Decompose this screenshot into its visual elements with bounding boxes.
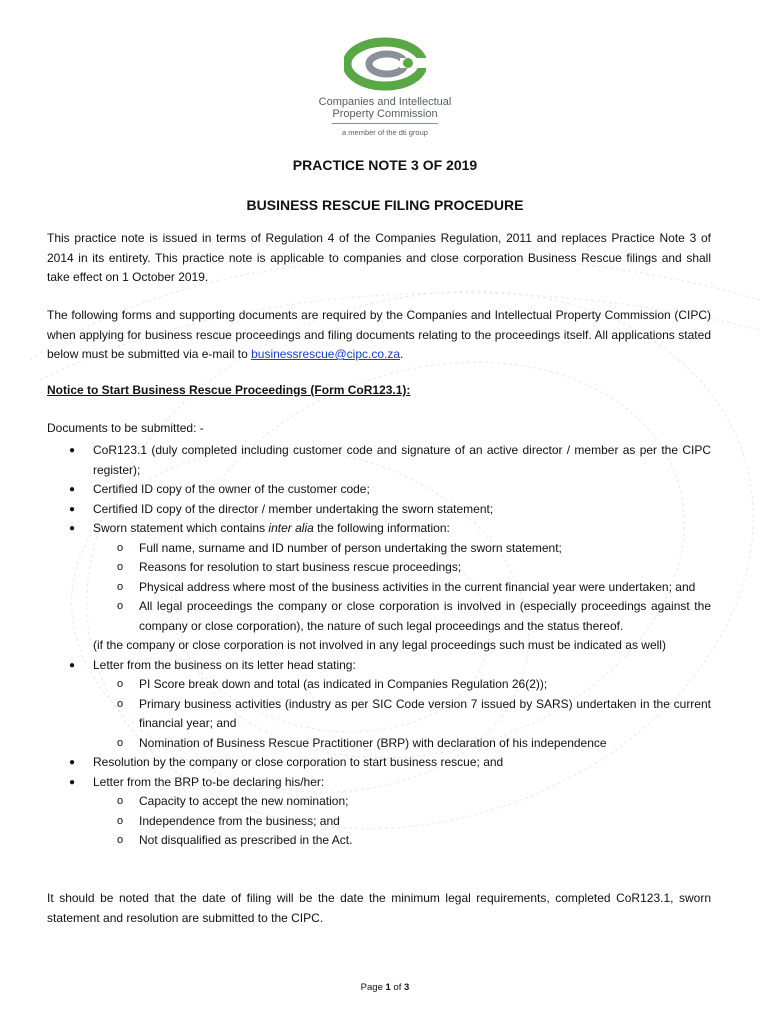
sub-list-item: o PI Score break down and total (as indicated in Companies Regulation 26(2));	[47, 675, 711, 695]
bullet-icon: ●	[69, 659, 76, 671]
cipc-logo-mark-icon	[344, 36, 426, 92]
sub-list-item: o Nomination of Business Rescue Practitioner (BRP) with declaration of his independence	[47, 734, 711, 754]
intro-paragraph: This practice note is issued in terms of Regulation 4 of the Companies Regulation, 2011 and replaces Practice Note 3 of 2014 in its entirety. This practice note is applicable to companies and close corporation Business Rescue filings and shall take effect on 1 October 2019.	[47, 231, 711, 284]
closing-paragraph: It should be noted that the date of filing will be the date the minimum legal requirements, completed CoR123.1, sworn statement and resolution are submitted to the CIPC.	[47, 891, 711, 925]
list-item: ● Letter from the BRP to-be declaring his/her:	[47, 773, 711, 793]
bullet-icon: ●	[69, 445, 76, 456]
circle-bullet-icon: o	[117, 814, 124, 827]
bullet-icon: ●	[69, 757, 76, 768]
circle-bullet-icon: o	[117, 600, 124, 612]
list-item: ● Certified ID copy of the director / member undertaking the sworn statement;	[47, 500, 711, 520]
document-subtitle: BUSINESS RESCUE FILING PROCEDURE	[246, 197, 524, 213]
bullet-icon: ●	[69, 503, 76, 515]
circle-bullet-icon: o	[117, 541, 124, 554]
logo-divider	[332, 123, 438, 124]
sub-list-item: o All legal proceedings the company or close corporation is involved in (especially proceedings against the company or close corporation), the nature of such legal proceedings and the status thereof.	[117, 599, 711, 633]
bullet-icon: ●	[69, 523, 76, 534]
email-link[interactable]: businessrescue@cipc.co.za	[251, 347, 401, 361]
section-heading: Notice to Start Business Rescue Proceedings (Form CoR123.1):	[47, 383, 411, 397]
circle-bullet-icon: o	[117, 678, 124, 690]
requirements-paragraph: The following forms and supporting documents are required by the Companies and Intellectual Property Commission (CIPC) when applying for business rescue proceedings and filing documents relating to the proceedings itself. All applications stated below must be submitted via e-mail to businessrescue@cipc.co.za.	[47, 308, 711, 361]
list-item: ● Resolution by the company or close corporation to start business rescue; and	[47, 753, 711, 773]
sub-list-item: o Reasons for resolution to start business rescue proceedings;	[47, 558, 711, 578]
document-title: PRACTICE NOTE 3 OF 2019	[292, 157, 478, 173]
logo-tagline: a member of the dti group	[342, 128, 428, 137]
list-item: ● Letter from the business on its letter head stating:	[47, 656, 711, 676]
bullet-icon: ●	[69, 776, 76, 788]
cipc-logo	[300, 36, 470, 144]
documents-intro: Documents to be submitted: -	[47, 421, 204, 435]
sub-list-item: o Not disqualified as prescribed in the Act.	[47, 831, 711, 851]
list-item: ● CoR123.1 (duly completed including customer code and signature of an active director / member as per the CIPC register);	[69, 443, 711, 477]
sub-list-item: o Full name, surname and ID number of person undertaking the sworn statement;	[47, 539, 711, 559]
sub-list-item: o Physical address where most of the business activities in the current financial year were undertaken; and	[47, 578, 711, 598]
circle-bullet-icon: o	[117, 736, 124, 749]
page-footer: Page 1 of 3	[360, 982, 410, 993]
sub-list-item: o Independence from the business; and	[47, 812, 711, 832]
list-item: ● Sworn statement which contains inter alia the following information:	[47, 519, 711, 539]
bullet-icon: ●	[69, 484, 76, 495]
circle-bullet-icon: o	[117, 580, 124, 593]
logo-org-name: Companies and Intellectual Property Commission	[318, 96, 452, 120]
documents-list	[47, 441, 711, 851]
circle-bullet-icon: o	[117, 795, 124, 807]
circle-bullet-icon: o	[117, 834, 124, 846]
circle-bullet-icon: o	[117, 561, 124, 573]
legal-proceedings-note: (if the company or close corporation is not involved in any legal proceedings such must be indicated as well)	[93, 638, 666, 652]
sub-list-item: o Capacity to accept the new nomination;	[47, 792, 711, 812]
circle-bullet-icon: o	[117, 697, 124, 710]
list-item: ● Certified ID copy of the owner of the customer code;	[47, 480, 711, 500]
sub-list-item: o Primary business activities (industry as per SIC Code version 7 issued by SARS) undertaken in the current financial year; and	[117, 696, 711, 730]
